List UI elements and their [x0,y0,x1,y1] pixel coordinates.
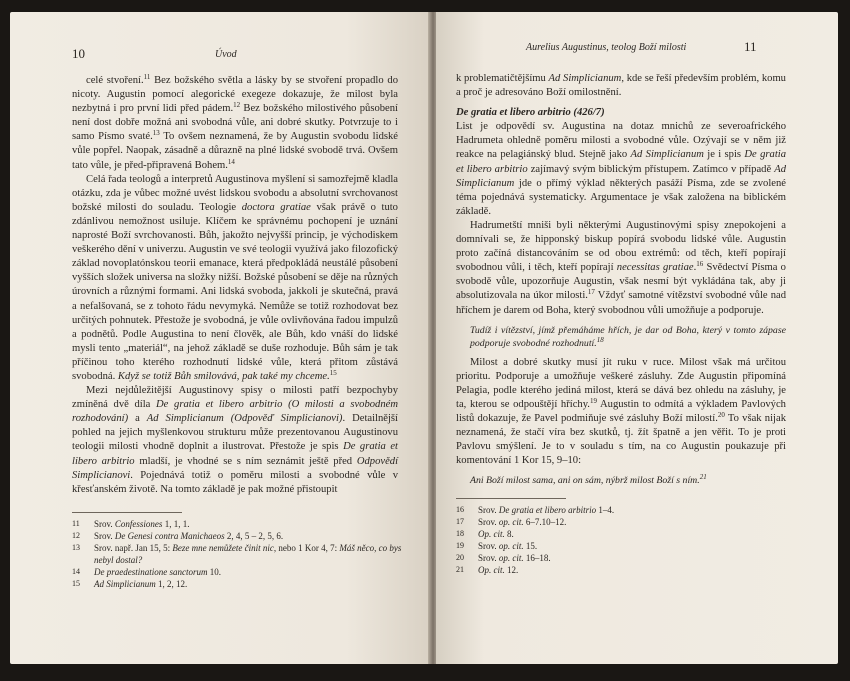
footnote [72,518,402,530]
footnote-marker: 19 [589,396,597,405]
text-run: . Detailnější pohled na jejich myšlenkovou strukturu může prezentovanou Augustinovu teologii milosti vhodně doplnit a ilustrovat. Přestože je spis [72,413,398,453]
text-run: To však nijak neznamená, že stačí víra bez skutků, tj. žít špatně a jen věřit. To je proti Pavlovu smýšlení. Je to v souladu s tím, na co Augustin poukazuje při komentování 1 Kor 15, 9–10: [456,412,786,467]
footnote-text [94,530,283,542]
text-run: Srov. [94,531,115,541]
text-run: Vždyť samotné vítězství svobodné vůle nad hříchem je darem od Boha, který svobodnou vůli umožňuje a podporuje. [456,290,786,316]
text-run: 8. [504,529,514,539]
italic-text: Máš něco, co bys nebyl dostal? [94,543,402,565]
italic-text: Op. cit. [478,529,505,539]
footnote-marker: 17 [587,288,595,297]
text-run: Srov. [478,517,499,527]
footnote [72,578,402,590]
text-run: však právě o tuto zdánlivou nemožnost usiluje. Klíčem ke správnému pochopení je uznání naprosté Boží svrchovanosti. Bůh, jakožto nejvyšší princip, je východiskem veškerého dění v univerzu. Augustin ve své teologii využívá jako filozofický základ novoplatónskou teorii emanace, která předpokládá neustálé působení vyšších složek universa na složky nižší. Božské působení se děje na různých úrovních a různými formami. Ani lidská svoboda, jakkoli je skutečná, pravá a nefalšovaná, se z tohoto řádu nevymyká. Nemůže se totiž rozhodovat bez určitých pohnutek. Přestože je svobodná, je vůle ovlivňována řadou impulzů a podnětů. Podle Augustina to není člověk, ale Bůh, kdo vnáší do lidské mysli tento „materiál“, na jehož základě se duše rozhoduje. Bůh sám je tak příčinou toho kterého rozhodnutí lidské vůle, která přitom zůstává svobodná. [72,201,398,382]
text-run: Milost a dobré skutky musí jít ruku v ruce. Milost však má určitou prioritu. Podporuje a umožňuje veškeré zásluhy. Zde Augustin připomíná Pelagia, podle kterého jediná milost, která se dává bez ohledu na zásluhy, je ta, kterou se odpouštějí hříchy. [456,356,786,410]
footnotes [72,518,402,590]
text-run: 1, 1, 1. [162,519,190,529]
text-run: To ovšem neznamená, že by Augustin svobodu lidské vůle popřel. Naopak, zásadně a důrazně na plné lidské svobodě trvá. Ovšem tato vůle, je před-připravená Bohem. [72,131,398,171]
text-run: jde o přímý výklad některých pasáží Písma, zde se zvolené téma pojednává systematicky. Argumentace je však založena na biblickém základě. [456,177,786,217]
footnote-marker: 18 [596,335,604,344]
footnote-rule [456,498,566,499]
footnote-marker: 12 [233,101,241,110]
footnote-marker: 20 [717,410,725,419]
text-run: 2, 4, 5 – 2, 5, 6. [224,531,284,541]
text-run: 16–18. [523,553,551,563]
page-number: 11 [744,39,757,54]
text-run: 15. [523,541,538,551]
footnote [456,504,786,516]
italic-text: De praedestinatione sanctorum [94,567,208,577]
italic-text: Ad Simplicianum [94,579,156,589]
footnote-number: 18 [456,529,464,538]
section-paragraphs [456,120,786,317]
block-quote [470,474,786,487]
text-run: 6–7.10–12. [523,517,567,527]
italic-text: Ad Simplicianum (Odpověď Simplicianovi) [146,413,343,425]
footnote-text [94,542,402,566]
footnote [72,542,402,566]
text-run: Hadrumetští mniši byli některými Augustinovými spisy znepokojeni a domnívali se, že hipponský biskup popírá svobodu lidské vůle. Augustin proto začíná distancováním se od obou extrémů: od těch, kteří popírají svobodnou vůli, i těch, kteří popírají [456,219,786,274]
text-run: zajímavý svým biblickým přístupem. Zatímco v případě [527,163,775,175]
text-run: Srov. např. Jan 15, 5: [94,543,173,553]
footnote-marker: 21 [699,473,707,482]
footnote [72,566,402,578]
italic-text: op. cit. [498,541,524,551]
text-run: , kde se řeší především problém, komu a proč je adresováno Boží omilostnění. [456,73,786,99]
text-run: Srov. [478,553,499,563]
italic-text: Ad Simplicianum [548,73,622,84]
section-heading: De gratia et libero arbitrio (426/7) [456,107,605,119]
text-run: 1–4. [596,505,615,515]
paragraph [72,74,398,173]
text-run: mladší, je vhodné se s ním seznámit ještě před [134,455,357,467]
text-run: 10. [207,567,221,577]
footnote [456,540,786,552]
italic-text: De gratia et libero arbitrio [498,505,597,515]
footnote [456,564,786,576]
page-number: 10 [72,46,85,61]
footnote-number: 12 [72,531,80,540]
intro-paragraph [456,72,786,100]
footnote-number: 20 [456,553,464,562]
footnote [456,552,786,564]
paragraph [456,219,786,318]
paragraph [72,173,398,384]
footnote-marker: 11 [143,73,151,81]
italic-text: De Genesi contra Manichaeos [114,531,225,541]
text-run: Svědectví Písma o svobodě vůle, upozorňuje Augustin, však nesmí být vykládána tak, aby ji absolutizovala na úkor milosti. [456,262,786,302]
body-text [456,72,786,493]
section-paragraphs [456,356,786,469]
text-run: Bez božského milostivého působení není dost dobře možná ani svobodná vůle, ani dobré skutky. Potvrzuje to i samo Písmo svaté. [72,103,398,143]
italic-text: Op. cit. [478,565,505,575]
paragraph [72,384,398,497]
footnote-number: 15 [72,579,80,588]
footnote-text [478,504,614,516]
footnote-marker: 14 [227,157,235,166]
footnote-number: 13 [72,543,80,552]
footnote-text [478,516,566,528]
footnote-marker: 13 [152,129,160,138]
italic-text: Když se totiž Bůh smilovává, pak také my chceme. [117,370,330,382]
text-run: Srov. [94,519,115,529]
italic-text: Beze mne nemůžete činit nic [172,543,274,553]
text-run: a [128,413,147,425]
footnote-number: 17 [456,517,464,526]
text-run: . Pojednává totiž o poměru milosti a svobodné vůle v křesťanském životě. Na tomto základě je pak možné přistoupit [72,469,398,495]
footnote-number: 11 [72,519,80,528]
running-head: Aurelius Augustinus, teolog Boží milosti [526,42,687,53]
footnote [456,516,786,528]
footnote-number: 21 [456,565,464,574]
italic-text: necessitas gratiae [616,262,694,274]
text-run: Srov. [478,505,499,515]
footnote-rule [72,512,182,513]
text-run: , nebo 1 Kor 4, 7: [273,543,340,553]
running-head: Úvod [215,49,237,60]
italic-text: Ad Simplicianum [630,149,704,161]
footnote [456,528,786,540]
footnote-marker: 16 [696,260,704,269]
footnote-text [478,552,551,564]
text-run: 12. [504,565,519,575]
italic-text: op. cit. [498,553,524,563]
right-page [436,12,838,664]
footnote-number: 16 [456,505,464,514]
footnote-number: 14 [72,567,80,576]
text-run: . [693,262,697,274]
text-run: Celá řada teologů a interpretů Augustinova myšlení si samozřejmě kladla otázku, zda je vůbec možné uvést lidskou svobodu a absolutní svrchovanost božské milosti do souladu. Teologie [72,173,398,213]
block-quote [470,324,786,350]
italic-text: De gratia et libero arbitrio [456,149,787,175]
text-run: 1, 2, 12. [155,579,188,589]
paragraph [456,120,786,219]
italic-text: Odpovědí Simplicianovi [72,455,399,481]
text-run: List je odpovědí sv. Augustina na dotaz mnichů ze severoafrického Hadrumeta ohledně poměru milosti a svobodné vůle. Ozývají se v něm již reakce na pelagiánský blud. Stejně jako [456,121,786,161]
footnote-text [478,564,518,576]
footnote-marker: 15 [329,368,337,377]
footnote-text [478,540,537,552]
italic-text: Confessiones [114,519,163,529]
body-text [72,74,398,497]
text-run: k problematičtějšímu [456,73,549,84]
footnote-text [94,566,221,578]
italic-text: doctora gratiae [241,201,311,213]
italic-text: op. cit. [498,517,524,527]
text-run: je i spis [703,149,745,161]
italic-text: De gratia et libero arbitrio (O milosti a svobodném rozhodování) [72,399,398,425]
text-run: celé stvoření. [86,75,144,86]
left-page [10,12,430,664]
text-run: Srov. [478,541,499,551]
text-run: Augustin to odmítá a výkladem Pavlových listů dokazuje, že Pavel podmiňuje své zásluhy Boží milostí. [456,398,786,424]
footnote-text [478,528,514,540]
paragraph [456,356,786,469]
text-run: Tudíž i vítězství, jímž přemáháme hřích, je dar od Boha, který v tomto zápase podporuje svobodné rozhodnutí. [470,324,786,349]
italic-text: De gratia et libero arbitrio [72,441,398,467]
footnote-text [94,578,187,590]
text-run: Mezi nejdůležitější Augustinovy spisy o milosti patří bezpochyby zmíněná dvě díla [72,385,398,411]
footnote [72,530,402,542]
footnotes [456,504,786,576]
text-run: Bez božského světla a lásky by se stvoření propadlo do nicoty. Augustin pomocí alegorické exegeze dokazuje, že milost byla nezbytná i pro první lidi před pádem. [72,75,398,115]
text-run: Ani Boží milost sama, ani on sám, nýbrž milost Boží s ním. [470,475,700,487]
italic-text: Ad Simplicianum [456,163,786,189]
footnote-number: 19 [456,541,464,550]
footnote-text [94,518,189,530]
